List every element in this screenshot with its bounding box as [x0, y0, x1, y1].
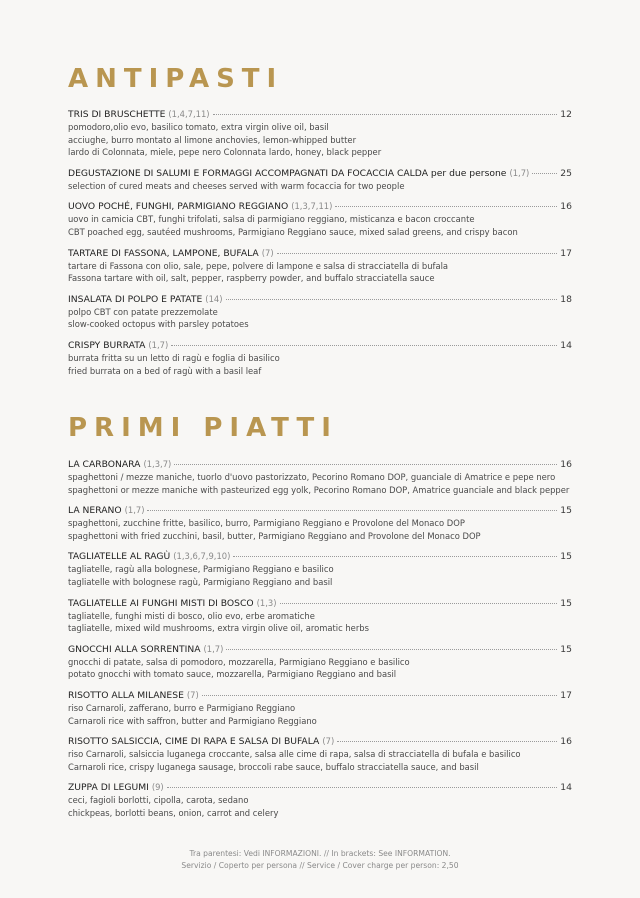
allergen-codes: (1,7): [148, 339, 169, 350]
dish-description: spaghettoni, zucchine fritte, basilico, burro, Parmigiano Reggiano e Provolone del Monaco DOP: [68, 518, 465, 529]
dotted-leader: [280, 603, 558, 604]
menu-item-header: [68, 200, 572, 213]
dish-description: Carnaroli rice, crispy luganega sausage, broccoli rabe sauce, buffalo stracciatella sauce, and basil: [68, 761, 479, 772]
dish-name: RISOTTO SALSICCIA, CIME DI RAPA E SALSA DI BUFALA: [68, 736, 320, 748]
menu-item: [68, 247, 572, 285]
dish-description: spaghettoni with fried zucchini, basil, butter, Parmigiano Reggiano and Provolone del Monaco DOP: [68, 530, 481, 541]
menu-item: [68, 735, 572, 773]
menu-item: [68, 458, 572, 496]
dish-price: 18: [560, 293, 572, 305]
allergen-codes: (1,3,7): [143, 459, 172, 469]
dish-description: lardo di Colonnata, miele, pepe nero Colonnata lardo, honey, black pepper: [68, 147, 382, 158]
menu-item-header: [68, 597, 572, 610]
menu-item: [68, 293, 572, 331]
dish-price: 17: [560, 247, 572, 259]
dish-name: TRIS DI BRUSCHETTE: [68, 109, 166, 120]
dish-name: CRISPY BURRATA: [68, 339, 146, 351]
dish-description: pomodoro,olio evo, basilico tomato, extra virgin olive oil, basil: [68, 122, 329, 132]
dish-price: 25: [560, 167, 572, 179]
dish-description: polpo CBT con patate prezzemolate: [68, 306, 218, 317]
dotted-leader: [233, 556, 557, 557]
dish-description: tagliatelle, ragù alla bolognese, Parmigiano Reggiano e basilico: [68, 564, 334, 575]
menu-item-header: [68, 108, 572, 121]
dish-description: tagliatelle, funghi misti di bosco, olio evo, erbe aromatiche: [68, 610, 315, 621]
dish-name: LA CARBONARA: [68, 459, 141, 470]
dish-description: spaghettoni / mezze maniche, tuorlo d'uovo pastorizzato, Pecorino Romano DOP, guanciale di Amatrice e pepe nero: [68, 472, 556, 482]
allergen-codes: (7): [322, 736, 335, 747]
menu-item: [68, 200, 572, 238]
section-title-antipasti: ANTIPASTI: [68, 64, 284, 94]
dish-name: DEGUSTAZIONE DI SALUMI E FORMAGGI ACCOMPAGNATI DA FOCACCIA CALDA per due persone: [68, 167, 507, 179]
dish-description: ceci, fagioli borlotti, cipolla, carota, sedano: [68, 795, 249, 806]
menu-item-header: [68, 781, 572, 794]
dotted-leader: [147, 510, 557, 511]
dish-price: 16: [560, 736, 572, 748]
dotted-leader: [277, 253, 558, 254]
dish-description: potato gnocchi with tomato sauce, mozzarella, Parmigiano Reggiano and basil: [68, 669, 397, 680]
dish-price: 16: [560, 459, 572, 470]
menu-item-header: [68, 167, 572, 180]
footer-note-cover-charge: Servizio / Coperto per persona // Service / Cover charge per person: 2,50: [181, 860, 459, 870]
menu-item-header: [68, 458, 572, 471]
allergen-codes: (14): [205, 293, 223, 304]
dotted-leader: [335, 206, 557, 207]
dish-price: 15: [560, 643, 572, 655]
allergen-codes: (1,7): [509, 167, 530, 178]
dish-name: INSALATA DI POLPO E PATATE: [68, 293, 203, 305]
dish-name: TAGLIATELLE AL RAGÙ: [68, 551, 171, 563]
menu-item: [68, 167, 572, 193]
dish-description: chickpeas, borlotti beans, onion, carrot and celery: [68, 807, 279, 818]
dotted-leader: [202, 695, 558, 696]
menu-item: [68, 550, 572, 588]
dish-price: 15: [560, 505, 572, 517]
dotted-leader: [226, 649, 557, 650]
allergen-codes: (1,3,6,7,9,10): [173, 551, 231, 562]
allergen-codes: (1,7): [124, 505, 145, 516]
dotted-leader: [167, 787, 558, 788]
dish-description: tagliatelle, mixed wild mushrooms, extra virgin olive oil, aromatic herbs: [68, 623, 369, 634]
menu-item: [68, 339, 572, 377]
dish-description: uovo in camicia CBT, funghi trifolati, salsa di parmigiano reggiano, misticanza e bacon croccante: [68, 214, 475, 225]
dish-description: Carnaroli rice with saffron, butter and Parmigiano Reggiano: [68, 715, 317, 726]
dish-name: TAGLIATELLE AI FUNGHI MISTI DI BOSCO: [68, 597, 254, 609]
menu-item: [68, 504, 572, 542]
allergen-codes: (7): [186, 689, 199, 700]
dish-description: riso Carnaroli, zafferano, burro e Parmigiano Reggiano: [68, 702, 296, 713]
menu-item-header: [68, 550, 572, 563]
menu-item-header: [68, 247, 572, 260]
menu-item-header: [68, 643, 572, 656]
dotted-leader: [226, 299, 558, 300]
menu-item-header: [68, 293, 572, 306]
dotted-leader: [532, 173, 557, 174]
dish-price: 14: [560, 339, 572, 351]
allergen-codes: (9): [151, 782, 164, 793]
menu-item-header: [68, 689, 572, 702]
menu-item: [68, 643, 572, 681]
dish-description: burrata fritta su un letto di ragù e foglia di basilico: [68, 352, 280, 363]
allergen-codes: (7): [261, 247, 274, 258]
menu-item: [68, 597, 572, 635]
section-title-primi-piatti: PRIMI PIATTI: [68, 413, 338, 443]
menu-footer: [0, 848, 640, 871]
dish-price: 14: [560, 782, 572, 794]
dish-price: 17: [560, 689, 572, 701]
dish-description: slow-cooked octopus with parsley potatoes: [68, 319, 249, 330]
primi-piatti-list: [68, 458, 572, 828]
allergen-codes: (1,3,7,11): [291, 201, 333, 212]
dish-price: 15: [560, 597, 572, 609]
dish-name: RISOTTO ALLA MILANESE: [68, 689, 184, 701]
menu-item-header: [68, 339, 572, 352]
dish-description: tartare di Fassona con olio, sale, pepe, polvere di lampone e salsa di stracciatella di bufala: [68, 260, 449, 271]
dish-name: ZUPPA DI LEGUMI: [68, 782, 149, 794]
dish-description: gnocchi di patate, salsa di pomodoro, mozzarella, Parmigiano Reggiano e basilico: [68, 656, 410, 667]
dish-name: LA NERANO: [68, 505, 122, 517]
allergen-codes: (1,7): [203, 643, 224, 654]
dish-name: GNOCCHI ALLA SORRENTINA: [68, 643, 201, 655]
menu-item: [68, 689, 572, 727]
allergen-codes: (1,4,7,11): [168, 109, 210, 119]
dish-description: CBT poached egg, sautéed mushrooms, Parmigiano Reggiano sauce, mixed salad greens, and crispy bacon: [68, 226, 518, 237]
allergen-codes: (1,3): [256, 597, 277, 608]
dish-description: riso Carnaroli, salsiccia luganega croccante, salsa alle cime di rapa, salsa di stracciatella di bufala e basilico: [68, 749, 521, 760]
dish-description: tagliatelle with bolognese ragù, Parmigiano Reggiano and basil: [68, 576, 333, 587]
dish-description: selection of cured meats and cheeses served with warm focaccia for two people: [68, 180, 405, 191]
dish-name: TARTARE DI FASSONA, LAMPONE, BUFALA: [68, 247, 259, 259]
footer-note-allergens: Tra parentesi: Vedi INFORMAZIONI. // In brackets: See INFORMATION.: [189, 849, 451, 858]
dotted-leader: [337, 741, 557, 742]
menu-item: [68, 781, 572, 819]
menu-item-header: [68, 735, 572, 748]
dish-description: spaghettoni or mezze maniche with pasteurized egg yolk, Pecorino Romano DOP, Amatrice guanciale and black pepper: [68, 484, 570, 495]
dish-description: fried burrata on a bed of ragù with a basil leaf: [68, 365, 262, 376]
dotted-leader: [171, 345, 557, 346]
dish-name: UOVO POCHÉ, FUNGHI, PARMIGIANO REGGIANO: [68, 201, 289, 213]
dish-description: acciughe, burro montato al limone anchovies, lemon-whipped butter: [68, 134, 357, 145]
menu-item: [68, 108, 572, 159]
dotted-leader: [174, 464, 557, 465]
menu-item-header: [68, 504, 572, 517]
dish-price: 15: [560, 551, 572, 563]
dotted-leader: [213, 114, 558, 115]
dish-price: 12: [560, 109, 572, 120]
dish-description: Fassona tartare with oil, salt, pepper, raspberry powder, and buffalo stracciatella sauce: [68, 273, 435, 284]
antipasti-list: [68, 108, 572, 385]
dish-price: 16: [560, 201, 572, 213]
